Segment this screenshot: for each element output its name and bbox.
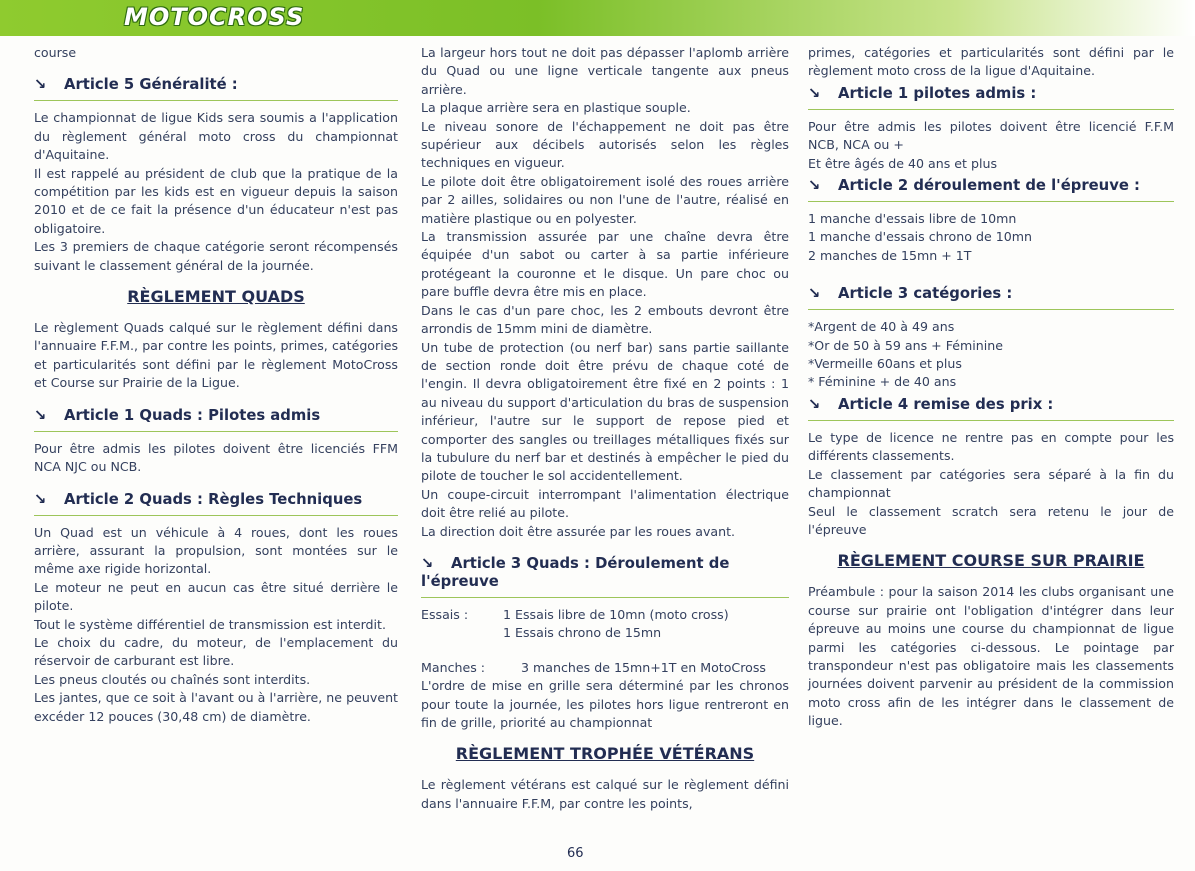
paragraph: Le moteur ne peut en aucun cas être situé derrière le pilote. xyxy=(34,579,398,614)
header-banner xyxy=(0,0,1195,36)
article-heading xyxy=(808,281,1174,310)
section-title: RÈGLEMENT COURSE SUR PRAIRIE xyxy=(837,551,1145,571)
arrow-icon: ↘ xyxy=(34,406,47,424)
essais-row xyxy=(421,606,789,624)
paragraph: Le règlement Quads calqué sur le règlement défini dans l'annuaire F.F.M., par contre les points, primes, catégories et particularités sont défini par le règlement MotoCross et Course sur Prairie de la Ligue. xyxy=(34,320,398,391)
paragraph: Le règlement vétérans est calqué sur le règlement défini dans l'annuaire F.F.M, par contre les points, xyxy=(421,777,789,811)
paragraph: Seul le classement scratch sera retenu le jour de l'épreuve xyxy=(808,503,1174,537)
paragraph: Un tube de protection (ou nerf bar) sans partie saillante de section ronde doit être prévu de chaque coté de l'engin. Il devra obligatoirement être fixé en 2 points : 1 au niveau du support d'articulation du bras de suspension inférieur, l'autre sur le support de repose pied et comporter des sangles ou treillages métalliques fixés sur la tubulure du nerf bar et destinés à empêcher le pied du pilote de toucher le sol accidentellement. xyxy=(421,339,789,484)
list-item: 2 manches de 15mn + 1T xyxy=(808,247,972,263)
paragraph: Le pilote doit être obligatoirement isolé des roues arrière par 2 ailles, solidaires ou non l'une de l'autre, réalisé en matière plastique ou en polyester. xyxy=(421,173,789,226)
article-title: Article 1 pilotes admis : xyxy=(838,84,1037,102)
paragraph: Le championnat de ligue Kids sera soumis a l'application du règlement général moto cross du championnat d'Aquitaine. xyxy=(34,110,398,163)
paragraph: Dans le cas d'un pare choc, les 2 embouts devront être arrondis de 15mm mini de diamètre. xyxy=(421,302,789,337)
article-heading xyxy=(808,81,1174,110)
manches-row xyxy=(421,659,789,677)
page-number: 66 xyxy=(567,846,584,861)
column-right xyxy=(808,44,1174,731)
article-title: Article 1 Quads : Pilotes admis xyxy=(64,406,321,424)
paragraph: Pour être admis les pilotes doivent être licenciés FFM NCA NJC ou NCB. xyxy=(34,440,398,475)
paragraph: Pour être admis les pilotes doivent être licencié F.F.M NCB, NCA ou + xyxy=(808,118,1174,153)
paragraph: Les 3 premiers de chaque catégorie seront récompensés suivant le classement général de la journée. xyxy=(34,239,398,273)
essais-label: Essais : xyxy=(421,606,469,622)
paragraph: La largeur hors tout ne doit pas dépasser l'aplomb arrière du Quad ou une ligne verticale tangente aux pneus arrière. xyxy=(421,45,789,97)
section-title: RÈGLEMENT QUADS xyxy=(127,287,305,307)
list-item: *Or de 50 à 59 ans + Féminine xyxy=(808,337,1004,353)
paragraph: La direction doit être assurée par les roues avant. xyxy=(421,523,736,539)
arrow-icon: ↘ xyxy=(34,490,47,508)
banner-title: MOTOCROSS xyxy=(124,3,305,31)
article-title: Article 3 catégories : xyxy=(838,285,1013,303)
list-item: *Vermeille 60ans et plus xyxy=(808,356,962,372)
section-title: RÈGLEMENT TROPHÉE VÉTÉRANS xyxy=(455,744,755,764)
paragraph: Le choix du cadre, du moteur, de l'emplacement du réservoir de carburant est libre. xyxy=(34,634,398,669)
article-heading xyxy=(34,403,398,432)
article-heading xyxy=(808,173,1174,202)
arrow-icon: ↘ xyxy=(808,285,821,303)
manches-value: 3 manches de 15mn+1T en MotoCross xyxy=(521,659,766,675)
paragraph: Les pneus cloutés ou chaînés sont interdits. xyxy=(34,671,311,687)
essais-value: 1 Essais chrono de 15mn xyxy=(503,625,662,641)
article-title: Article 4 remise des prix : xyxy=(838,395,1054,413)
paragraph: Le type de licence ne rentre pas en compte pour les différents classements. xyxy=(808,429,1174,464)
column-left xyxy=(34,44,398,726)
paragraph: Et être âgés de 40 ans et plus xyxy=(808,155,998,171)
article-title: Article 5 Généralité : xyxy=(64,76,238,94)
paragraph: Le niveau sonore de l'échappement ne doit pas être supérieur aux décibels autorisés selon les règles techniques en vigueur. xyxy=(421,118,789,171)
paragraph: primes, catégories et particularités sont défini par le règlement moto cross de la ligue d'Aquitaine. xyxy=(808,45,1174,79)
paragraph: Tout le système différentiel de transmission est interdit. xyxy=(34,616,386,632)
paragraph: Il est rappelé au président de club que la pratique de la compétition par les kids est en vigueur depuis la saison 2010 et de ce fait la présence d'un éducateur n'est pas obligatoire. xyxy=(34,165,398,236)
column-middle xyxy=(421,44,789,813)
article-heading xyxy=(34,487,398,516)
arrow-icon: ↘ xyxy=(421,554,434,572)
paragraph: Le classement par catégories sera séparé à la fin du championnat xyxy=(808,466,1174,501)
paragraph: Un coupe-circuit interrompant l'alimentation électrique doit être relié au pilote. xyxy=(421,486,789,521)
article-heading xyxy=(421,551,789,598)
arrow-icon: ↘ xyxy=(34,76,47,94)
list-item: 1 manche d'essais chrono de 10mn xyxy=(808,229,1032,245)
article-heading xyxy=(34,72,398,101)
paragraph: Un Quad est un véhicule à 4 roues, dont les roues arrière, assurant la propulsion, sont montées sur le même axe rigide horizontal. xyxy=(34,524,398,577)
paragraph: L'ordre de mise en grille sera déterminé par les chronos pour toute la journée, les pilotes hors ligue rentreront en fin de grille, priorité au championnat xyxy=(421,678,789,730)
arrow-icon: ↘ xyxy=(808,395,821,413)
arrow-icon: ↘ xyxy=(808,84,821,102)
article-title: Article 2 déroulement de l'épreuve : xyxy=(838,177,1140,195)
article-title: Article 3 Quads : Déroulement de l'épreuve xyxy=(421,554,730,590)
article-heading xyxy=(808,392,1174,421)
essais-value: 1 Essais libre de 10mn (moto cross) xyxy=(503,606,729,622)
article-title: Article 2 Quads : Règles Techniques xyxy=(64,490,363,508)
list-item: 1 manche d'essais libre de 10mn xyxy=(808,211,1017,227)
list-item: *Argent de 40 à 49 ans xyxy=(808,319,955,335)
manches-label: Manches : xyxy=(421,659,486,675)
paragraph: Les jantes, que ce soit à l'avant ou à l'arrière, ne peuvent excéder 12 pouces (30,48 cm) de diamètre. xyxy=(34,690,398,724)
essais-row xyxy=(421,624,789,642)
paragraph: La plaque arrière sera en plastique souple. xyxy=(421,100,691,116)
paragraph: Préambule : pour la saison 2014 les clubs organisant une course sur prairie ont l'obligation d'intégrer dans leur épreuve au moins une course du championnat de ligue parmi les catégories ci-dessous. Le pointage par transpondeur n'est pas obligatoire mais les classements journées doivent parvenir au président de la commission moto cross afin de les intégrer dans le classement de ligue. xyxy=(808,584,1174,729)
arrow-icon: ↘ xyxy=(808,177,821,195)
paragraph: La transmission assurée par une chaîne devra être équipée d'un sabot ou carter à sa partie inférieure protégeant la couronne et le disque. Un pare choc ou pare buffle devra être mis en place. xyxy=(421,229,789,300)
list-item: * Féminine + de 40 ans xyxy=(808,374,957,390)
paragraph: course xyxy=(34,45,77,60)
